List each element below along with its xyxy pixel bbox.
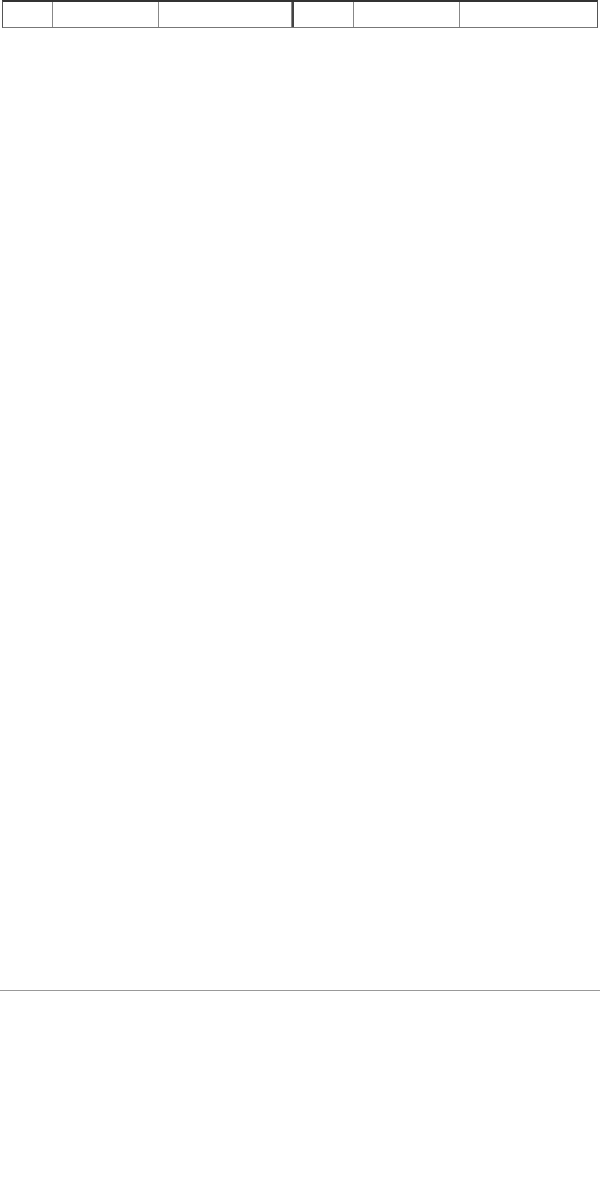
header-rank-2 (292, 2, 354, 27)
ranking-table-top (2, 0, 598, 28)
header-province-2 (460, 2, 597, 27)
header-province (159, 2, 292, 27)
header-county-2 (354, 2, 461, 27)
table-header-row (2, 0, 598, 28)
header-county (53, 2, 160, 27)
page-break-gap (0, 990, 600, 994)
header-rank (3, 2, 53, 27)
